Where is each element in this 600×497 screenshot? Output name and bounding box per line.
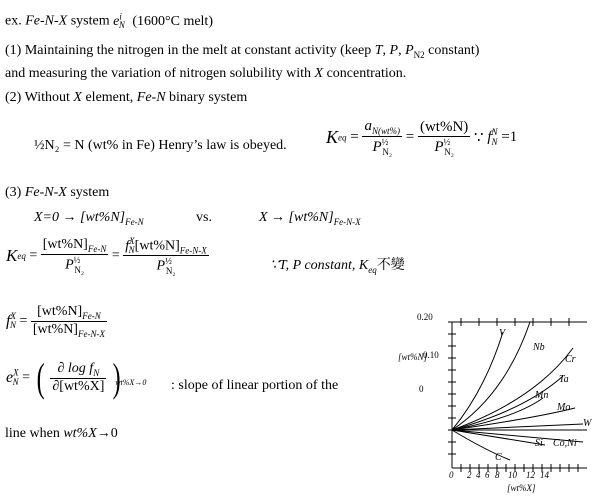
y-tick-zero: 0	[419, 384, 424, 394]
label-Mo: Mo	[557, 402, 571, 413]
svg-text:4: 4	[476, 470, 481, 480]
svg-text:12: 12	[526, 470, 535, 480]
header-word-system: system	[70, 13, 110, 29]
right-paren: )	[112, 355, 121, 400]
enx-equation: $e^X_N$ = ( $\frac{\partial \log f_N}{\partial[wt\%X]}$ )$_{wt\%X\to 0}$	[6, 355, 147, 400]
y-axis-label: [wt%N]	[398, 352, 428, 362]
nitrogen-solubility-graph	[395, 300, 595, 496]
label-Mn: Mn	[535, 390, 549, 401]
y-tick-mid: 0.10	[423, 350, 439, 360]
curve-Cr	[452, 348, 573, 430]
label-Nb: Nb	[533, 342, 545, 353]
svg-text:14: 14	[540, 470, 549, 480]
enx-description-1: : slope of linear portion of the	[171, 378, 339, 393]
keq-constant-note: ∵T, P constant, $K_{eq}$不變	[270, 258, 405, 275]
henry-reaction: ½N₂ = N (wt% in Fe) Henry’s law is obeyed.	[34, 138, 287, 153]
svg-text:2: 2	[467, 470, 472, 480]
enx-description-2: line when wt%X→0	[5, 426, 118, 441]
item3-case1: $X=0 \to [wt\%N]_{Fe-N}$	[34, 210, 144, 227]
label-C: C	[495, 452, 502, 463]
header-prefix: ex.	[5, 13, 22, 29]
element-labels	[495, 328, 593, 463]
item1-line2: and measuring the variation of nitrogen solubility with X concentration.	[5, 66, 407, 81]
item3-case2: $X \to [wt\%N]_{Fe-N-X}$	[259, 210, 361, 227]
item1-line1: (1) Maintaining the nitrogen in the melt at constant activity (keep T, P, $P_{N2}$ constant)	[5, 43, 480, 60]
label-Cr: Cr	[565, 354, 576, 365]
item3-title: (3) Fe-N-X system	[5, 185, 110, 200]
header-system: Fe-N-X	[25, 13, 68, 29]
y-tick-top: 0.20	[417, 312, 433, 322]
label-Ta: Ta	[559, 374, 569, 385]
fnx-equation: $f^X_N$ = $\frac{[wt\%N]_{Fe-N}}{[wt\%N]_{Fe-N-X}}$	[6, 304, 105, 339]
svg-text:0: 0	[449, 470, 454, 480]
item2-line: (2) Without X element, Fe-N binary system	[5, 90, 248, 105]
keq-equation-2: Keq = $\frac{[wt\%N]_{Fe-N}}{P^{\frac{1}{2}}_{N_2}}$ = $\frac{f^X_N[wt\%N]_{Fe-N-X}}{P^{\frac{1}{2}}_{N_2}}$	[6, 236, 207, 276]
interaction-coefficient-symbol: $e^i_N$	[113, 11, 125, 31]
x-axis-label: [wt%X]	[507, 483, 536, 493]
header-condition: (1600°C melt)	[132, 13, 213, 29]
svg-text:8: 8	[495, 470, 500, 480]
svg-text:6: 6	[485, 470, 490, 480]
x-tick-labels	[449, 470, 550, 480]
label-W: W	[583, 418, 592, 429]
header-line	[5, 8, 213, 33]
left-paren: (	[36, 355, 45, 400]
item3-vs: vs.	[196, 210, 212, 225]
label-Si: Si	[535, 438, 543, 449]
label-V: V	[499, 328, 506, 339]
svg-text:10: 10	[508, 470, 517, 480]
keq-equation-1: Keq = $\frac{a_{N(wt\%)}}{P^{\frac{1}{2}}_{N_2}}$ = $\frac{(wt\%N)}{P^{\frac{1}{2}}_{N_2}}$ ∵ $f^N_N =1$	[326, 118, 518, 157]
label-Co-Ni: Co,Ni	[553, 438, 577, 449]
